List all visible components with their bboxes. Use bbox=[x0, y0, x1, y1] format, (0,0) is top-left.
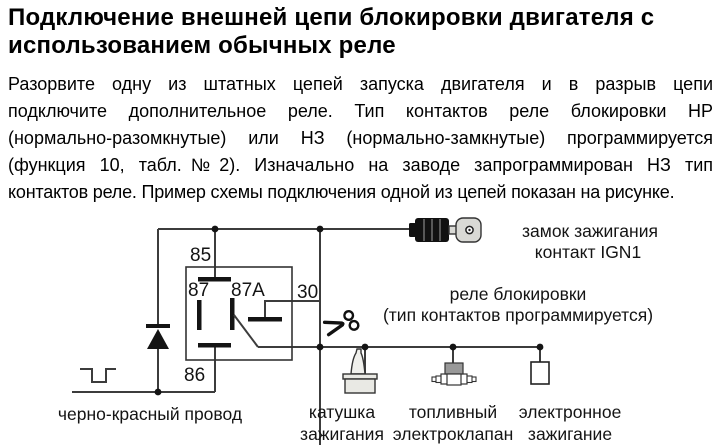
coil-lid bbox=[343, 374, 377, 379]
junction-dot bbox=[450, 344, 457, 351]
text-block bbox=[0, 0, 721, 206]
pin-30-label: 30 bbox=[297, 282, 319, 303]
scissors-blade bbox=[327, 325, 344, 335]
scissors-ring bbox=[349, 320, 360, 331]
contact-87-bar bbox=[197, 300, 202, 330]
junction-dot bbox=[155, 389, 162, 396]
page-title-line2: использованием обычных реле bbox=[8, 32, 396, 59]
pin-85-label: 85 bbox=[190, 245, 212, 266]
black-red-wire-label: черно-красный провод bbox=[57, 404, 243, 424]
intro-line: (функция 10, табл.№2). Изначально на заводе запрограммирован НЗ тип bbox=[8, 155, 713, 175]
junction-dot bbox=[537, 344, 544, 351]
diagram-labels bbox=[58, 221, 658, 444]
pin-86-label: 86 bbox=[184, 365, 206, 386]
negative-pulse-icon bbox=[80, 369, 116, 382]
fuel-valve-icon bbox=[432, 363, 476, 385]
key-hole-center bbox=[468, 229, 470, 231]
relay-coil-bottom-bar bbox=[198, 343, 231, 348]
junction-dot bbox=[317, 344, 324, 351]
electronic-ignition-icon bbox=[531, 362, 549, 384]
ignition-coil-icon bbox=[343, 349, 377, 393]
junction-dot bbox=[362, 344, 369, 351]
ignition-lock-label-line1: замок зажигания bbox=[522, 221, 658, 241]
lock-cap bbox=[409, 223, 416, 237]
junction-dot bbox=[317, 226, 324, 233]
valve-body bbox=[447, 374, 461, 385]
page-title bbox=[8, 4, 713, 60]
electronic-ignition-label-line1: электронное bbox=[518, 402, 622, 422]
coil-body bbox=[345, 379, 375, 393]
page-title-line1: Подключение внешней цепи блокировки двигателя с bbox=[8, 4, 655, 31]
blocking-relay-label-line1: реле блокировки bbox=[449, 284, 587, 304]
intro-line: (нормально-разомкнутые) или НЗ (нормально-замкнутые) программируется bbox=[8, 128, 713, 148]
intro-line: контактов реле. Пример схемы подключения одной из цепей показан на рисунке. bbox=[8, 182, 675, 202]
fuel-valve-label-line1: топливный bbox=[408, 402, 498, 422]
intro-line: Разорвите одну из штатных цепей запуска двигателя и в разрыв цепи bbox=[8, 74, 713, 94]
scissors-icon bbox=[324, 309, 360, 337]
diode-triangle bbox=[147, 329, 169, 349]
contact-30-bar bbox=[248, 317, 282, 322]
diode-icon bbox=[146, 324, 170, 349]
pin-87a-label: 87A bbox=[231, 280, 265, 301]
contact-87a-bar bbox=[230, 298, 235, 330]
scissors-ring bbox=[343, 310, 354, 321]
blocking-relay-block bbox=[184, 245, 318, 386]
wiring-diagram bbox=[0, 200, 721, 445]
diode-cathode-bar bbox=[146, 324, 170, 328]
pin-87-label: 87 bbox=[188, 280, 210, 301]
blocking-relay-label-line2: (тип контактов программируется) bbox=[382, 305, 654, 325]
intro-line: подключите дополнительное реле. Тип контактов реле блокировки НР bbox=[8, 101, 713, 121]
ignition-coil-label-line2: зажигания bbox=[300, 424, 384, 444]
coil-tower bbox=[351, 349, 365, 374]
fuel-valve-label-line2: электроклапан bbox=[392, 424, 514, 444]
electronic-ignition-label-line2: зажигание bbox=[527, 424, 613, 444]
ignition-lock-label-line2: контакт IGN1 bbox=[534, 242, 642, 262]
junction-dot bbox=[212, 226, 219, 233]
ignition-coil-label-line1: катушка bbox=[308, 402, 376, 422]
intro-paragraph bbox=[8, 71, 713, 206]
ignition-lock-icon bbox=[409, 218, 481, 242]
valve-cap bbox=[445, 363, 463, 374]
